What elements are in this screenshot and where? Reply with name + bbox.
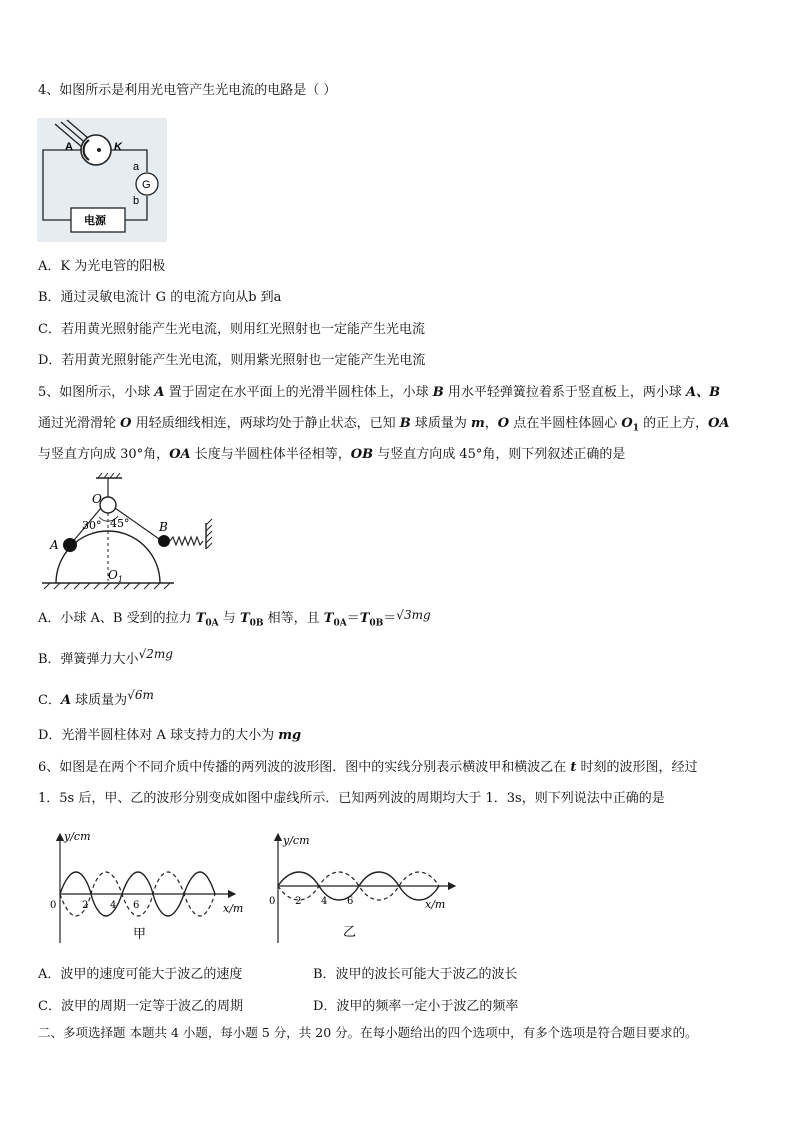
q4-label-A: A [65, 141, 73, 153]
q4-option-C: C．若用黄光照射能产生光电流，则用红光照射也一定能产生光电流 [38, 322, 425, 337]
q6-stem-line-1: 6、如图是在两个不同介质中传播的两列波的波形图．图中的实线分别表示横波甲和横波乙在 t 时刻的波形图，经过 [38, 760, 698, 775]
q6-option-B: B．波甲的波长可能大于波乙的波长 [313, 967, 518, 982]
q6-jia-tick-6: 6 [133, 900, 140, 911]
q4-label-a: a [133, 161, 140, 173]
q4-circuit-figure [37, 118, 167, 242]
section-2-heading: 二、多项选择题 本题共 4 小题，每小题 5 分，共 20 分。在每小题给出的四个选项中，有多个选项是符合题目要求的。 [38, 1025, 698, 1040]
q5-label-O1: $O_1$ [108, 568, 123, 584]
q6-yi-ylabel: y/cm [283, 834, 310, 847]
q6-jia-xlabel: x/m [223, 902, 244, 915]
q6-yi-name: 乙 [343, 925, 357, 940]
q5-label-B: B [159, 520, 168, 534]
q4-option-B: B．通过灵敏电流计 G 的电流方向从b 到a [38, 290, 282, 305]
q6-jia-ylabel: y/cm [64, 830, 91, 843]
q6-option-D: D．波甲的频率一定小于波乙的频率 [313, 999, 519, 1014]
q6-yi-tick-4: 4 [321, 896, 328, 907]
q6-yi-tick-2: 2 [295, 896, 302, 907]
q4-stem: 4、如图所示是利用光电管产生光电流的电路是（ ） [38, 83, 337, 98]
q5-label-O: O [92, 492, 102, 506]
q5-option-A: A．小球 A、B 受到的拉力 $T_{0A}$ 与 $T_{0B}$ 相等，且 $T_{0A}=T_{0B}=√3mg$ [38, 608, 431, 629]
q4-label-K: K [114, 141, 122, 153]
q5-option-C: C．A 球质量为√6m [38, 688, 154, 708]
q5-stem-line-3: 与竖直方向成 30°角，OA 长度与半圆柱体半径相等，OB 与竖直方向成 45°角，则下列叙述正确的是 [38, 447, 626, 462]
q5-stem-line-1: 5、如图所示，小球 A 置于固定在水平面上的光滑半圆柱体上，小球 B 用水平轻弹簧拉着系于竖直板上，两小球 A、B [38, 385, 721, 400]
q4-label-b: b [133, 195, 140, 207]
q6-yi-origin: 0 [269, 896, 276, 907]
q6-wave-graph-jia [45, 828, 255, 946]
q4-option-D: D．若用黄光照射能产生光电流，则用紫光照射也一定能产生光电流 [38, 353, 426, 368]
q6-option-C: C．波甲的周期一定等于波乙的周期 [38, 999, 243, 1014]
q6-jia-origin: 0 [50, 900, 57, 911]
q6-option-A: A．波甲的速度可能大于波乙的速度 [38, 967, 243, 982]
q5-stem-line-2: 通过光滑滑轮 O 用轻质细线相连，两球均处于静止状态，已知 B 球质量为 m，O 点在半圆柱体圆心 $O_1$ 的正上方，OA [38, 416, 730, 434]
q6-yi-xlabel: x/m [425, 898, 446, 911]
q5-angle-30: 30° [82, 519, 102, 532]
q6-yi-tick-6: 6 [347, 896, 354, 907]
q5-option-B: B．弹簧弹力大小√2mg [38, 647, 173, 667]
q5-angle-45: 45° [110, 517, 130, 530]
q6-stem-line-2: 1．5s 后，甲、乙的波形分别变成如图中虚线所示．已知两列波的周期均大于 1．3s，则下列说法中正确的是 [38, 791, 665, 806]
q4-power-label: 电源 [84, 214, 106, 227]
q6-jia-tick-2: 2 [82, 900, 89, 911]
q5-option-D: D．光滑半圆柱体对 A 球支持力的大小为 mg [38, 728, 302, 743]
q4-option-A: A．K 为光电管的阳极 [38, 259, 166, 274]
q5-label-A: A [50, 538, 59, 552]
q6-jia-name: 甲 [133, 927, 147, 942]
q5-mechanics-figure [38, 473, 218, 595]
q6-jia-tick-4: 4 [110, 900, 117, 911]
q4-label-G: G [142, 179, 151, 191]
q6-wave-graph-yi [265, 828, 465, 946]
